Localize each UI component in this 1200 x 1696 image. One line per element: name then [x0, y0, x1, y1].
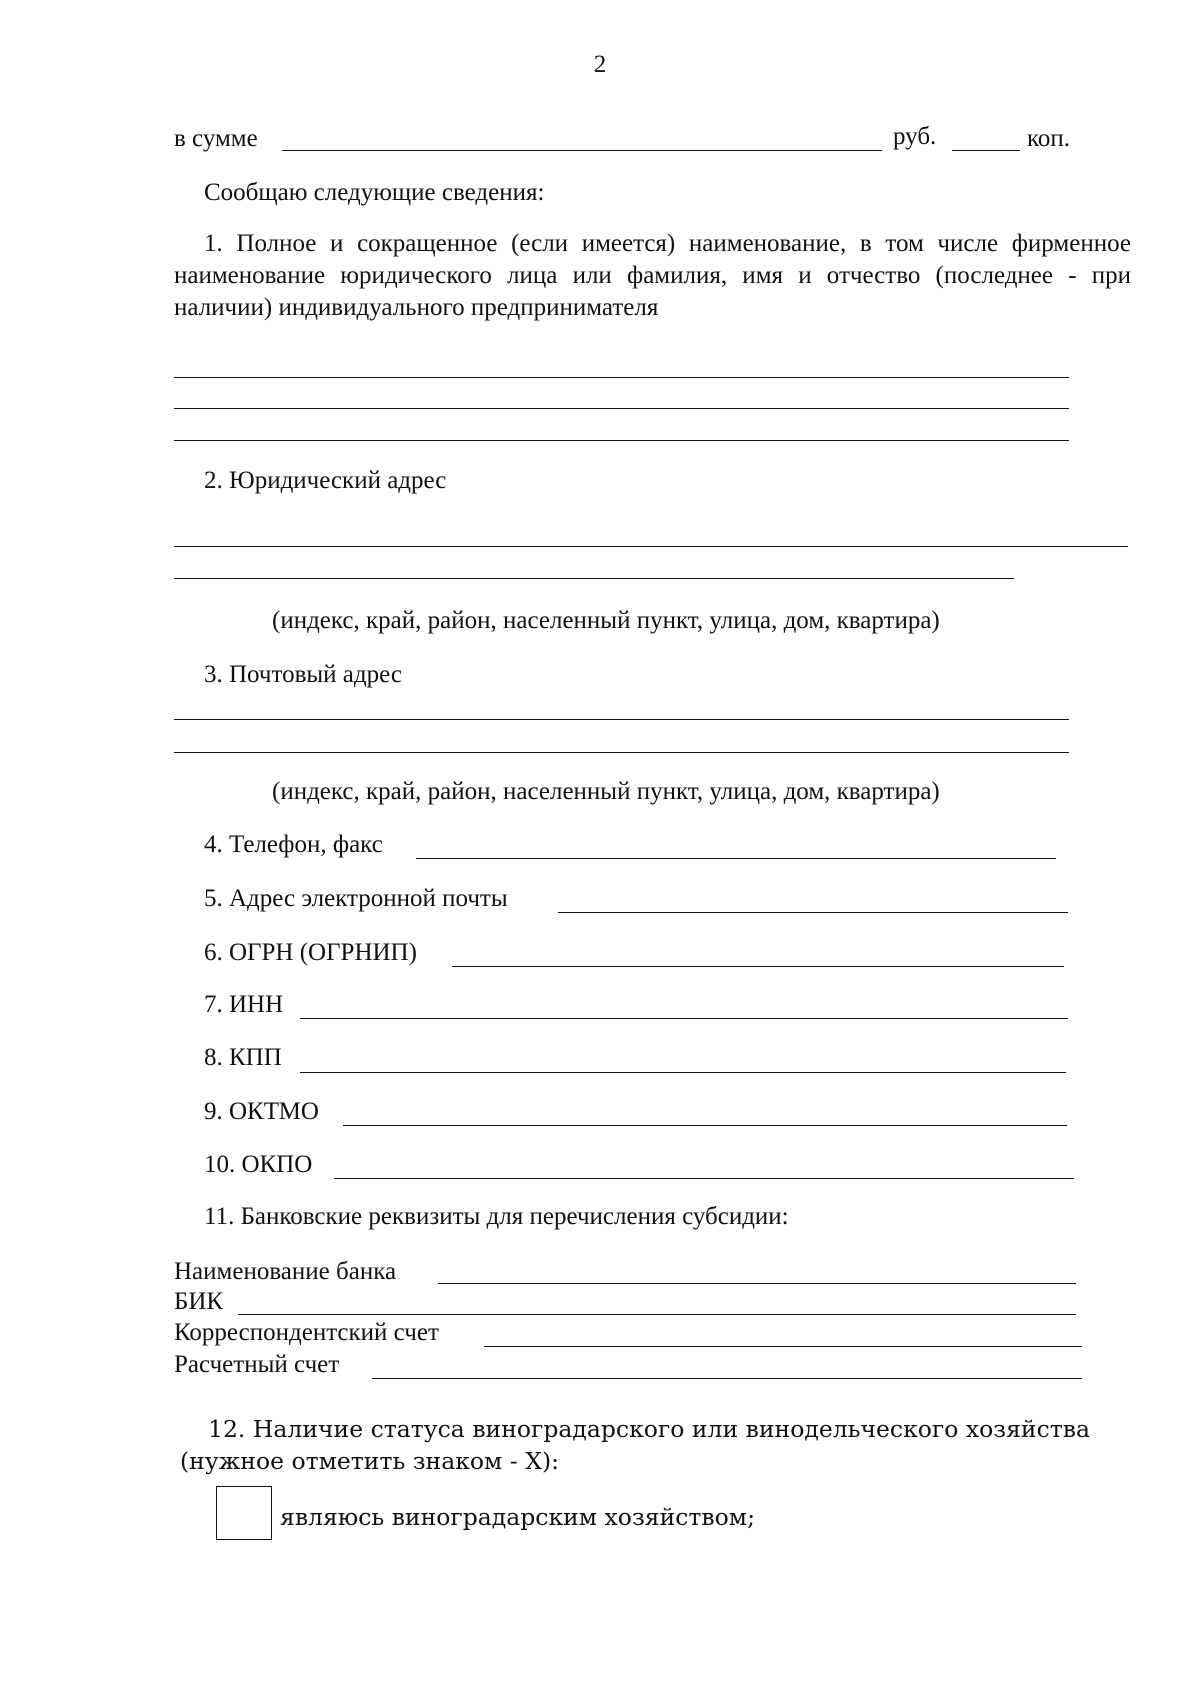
- vineyard-option-label: являюсь виноградарским хозяйством;: [280, 1503, 755, 1531]
- item11-text: 11. Банковские реквизиты для перечисления субсидии:: [204, 1203, 789, 1230]
- item2-line-2[interactable]: [174, 578, 1014, 579]
- kop-input-line[interactable]: [952, 150, 1020, 151]
- item1-line-1[interactable]: [174, 377, 1069, 378]
- corr-account-label: Корреспондентский счет: [174, 1319, 439, 1346]
- inn-input-line[interactable]: [300, 1018, 1068, 1019]
- ogrn-input-line[interactable]: [452, 966, 1064, 967]
- item1-line-3[interactable]: [174, 440, 1069, 441]
- account-label: Расчетный счет: [174, 1351, 340, 1378]
- item2-hint: (индекс, край, район, населенный пункт, улица, дом, квартира): [272, 607, 940, 634]
- item1-text: 1. Полное и сокращенное (если имеется) наименование, в том числе фирменное наименование юридического лица или фамилия, имя и отчество (последнее - при наличии) индивидуального предпринимателя: [174, 230, 1131, 321]
- bank-name-input-line[interactable]: [438, 1283, 1076, 1284]
- oktmo-input-line[interactable]: [343, 1125, 1067, 1126]
- kop-label: коп.: [1027, 125, 1071, 152]
- kpp-label: 8. КПП: [204, 1044, 282, 1071]
- page-number: 2: [593, 51, 607, 78]
- inn-label: 7. ИНН: [204, 991, 284, 1018]
- oktmo-label: 9. ОКТМО: [204, 1098, 319, 1125]
- sum-input-line[interactable]: [282, 150, 882, 151]
- item3-hint: (индекс, край, район, населенный пункт, улица, дом, квартира): [272, 778, 940, 805]
- okpo-label: 10. ОКПО: [204, 1151, 313, 1178]
- sum-prefix: в сумме: [174, 125, 258, 152]
- ogrn-label: 6. ОГРН (ОГРНИП): [204, 939, 417, 966]
- item3-line-2[interactable]: [174, 752, 1069, 753]
- bik-input-line[interactable]: [238, 1314, 1076, 1315]
- item3-line-1[interactable]: [174, 719, 1069, 720]
- bank-name-label: Наименование банка: [174, 1258, 397, 1285]
- item3-label: 3. Почтовый адрес: [204, 661, 402, 688]
- rub-label: руб.: [893, 123, 937, 150]
- email-label: 5. Адрес электронной почты: [204, 885, 508, 912]
- phone-label: 4. Телефон, факс: [204, 831, 383, 858]
- item12-text: 12. Наличие статуса виноградарского или винодельческого хозяйства (нужное отметить знаком - Х):: [180, 1415, 1090, 1475]
- item1-line-2[interactable]: [174, 408, 1069, 409]
- okpo-input-line[interactable]: [334, 1178, 1074, 1179]
- vineyard-checkbox[interactable]: [216, 1486, 272, 1540]
- account-input-line[interactable]: [372, 1378, 1082, 1379]
- phone-input-line[interactable]: [416, 858, 1056, 859]
- bik-label: БИК: [174, 1288, 224, 1315]
- intro-text: Сообщаю следующие сведения:: [204, 179, 545, 206]
- email-input-line[interactable]: [558, 912, 1068, 913]
- item2-label: 2. Юридический адрес: [204, 467, 447, 494]
- item2-line-1[interactable]: [174, 546, 1128, 547]
- kpp-input-line[interactable]: [300, 1072, 1066, 1073]
- corr-account-input-line[interactable]: [484, 1346, 1082, 1347]
